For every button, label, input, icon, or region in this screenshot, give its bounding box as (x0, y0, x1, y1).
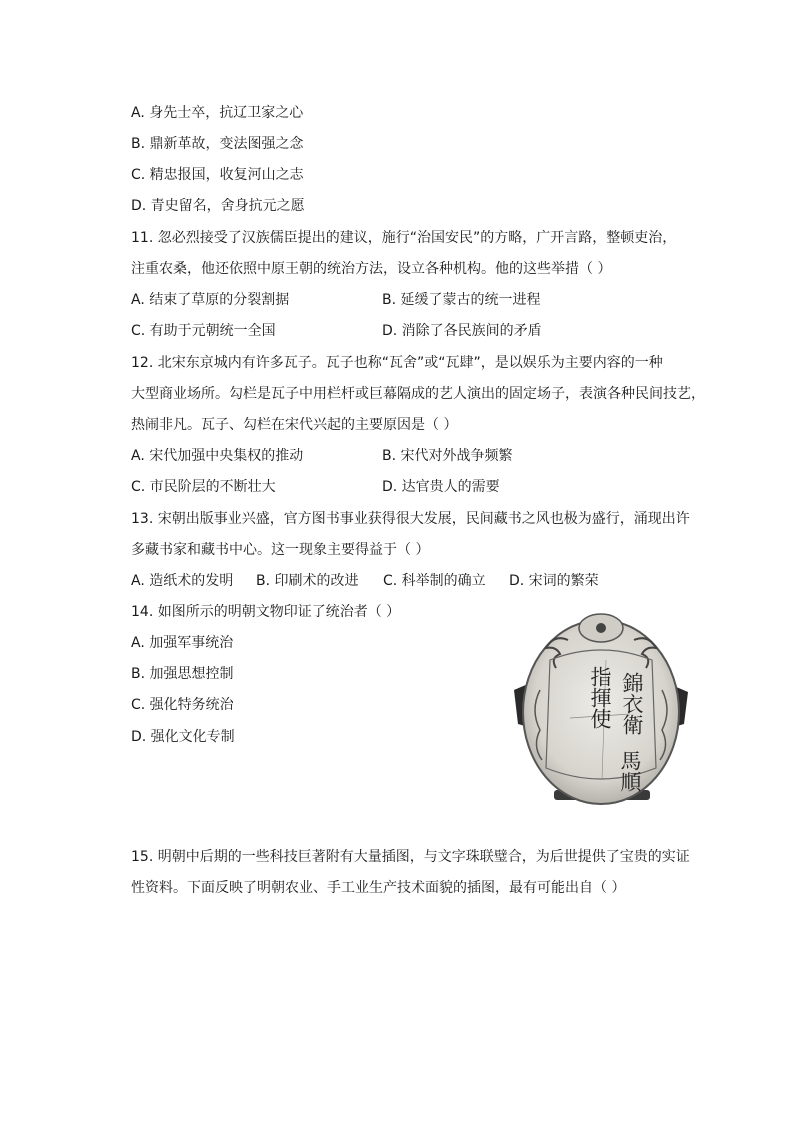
q14-option-c[interactable]: C. 强化特务统治 (131, 697, 234, 713)
q11-option-b[interactable]: B. 延缓了蒙古的统一进程 (382, 292, 541, 308)
seal-text-col2: 指揮使 (588, 666, 612, 729)
q12-stem-line1: 12. 北宋东京城内有许多瓦子。瓦子也称“瓦舍”或“瓦肆”，是以娱乐为主要内容的一种 (131, 355, 663, 371)
q14-option-b[interactable]: B. 加强思想控制 (131, 666, 234, 682)
q14-option-a[interactable]: A. 加强军事统治 (131, 635, 234, 651)
q12-stem-line3: 热闹非凡。瓦子、勾栏在宋代兴起的主要原因是（ ） (131, 417, 458, 433)
q13-option-d[interactable]: D. 宋词的繁荣 (509, 573, 599, 589)
q12-option-b[interactable]: B. 宋代对外战争频繁 (382, 448, 513, 464)
q13-stem-line1: 13. 宋朝出版事业兴盛，官方图书事业获得很大发展，民间藏书之风也极为盛行，涌现出许 (131, 511, 690, 527)
q11-stem-line1: 11. 忽必烈接受了汉族儒臣提出的建议，施行“治国安民”的方略，广开言路，整顿吏治， (131, 230, 677, 246)
ming-waist-token-image (510, 600, 692, 810)
q12-option-a[interactable]: A. 宋代加强中央集权的推动 (131, 448, 304, 464)
q10-option-a[interactable]: A. 身先士卒，抗辽卫家之心 (131, 105, 304, 121)
q10-option-d[interactable]: D. 青史留名，舍身抗元之愿 (131, 198, 305, 214)
q12-option-c[interactable]: C. 市民阶层的不断壮大 (131, 479, 276, 495)
q13-option-a[interactable]: A. 造纸术的发明 (131, 573, 234, 589)
q13-option-c[interactable]: C. 科举制的确立 (383, 573, 486, 589)
q12-stem-line2: 大型商业场所。勾栏是瓦子中用栏杆或巨幕隔成的艺人演出的固定场子，表演各种民间技艺， (131, 386, 705, 402)
q12-option-d[interactable]: D. 达官贵人的需要 (382, 479, 500, 495)
q11-stem-line2: 注重农桑，他还依照中原王朝的统治方法，设立各种机构。他的这些举措（ ） (131, 261, 612, 277)
seal-text-col1: 錦衣衛 (620, 672, 644, 735)
q14-option-d[interactable]: D. 强化文化专制 (131, 729, 235, 745)
q10-option-c[interactable]: C. 精忠报国，收复河山之志 (131, 167, 304, 183)
seal-text-col3: 馬順 (618, 750, 642, 792)
q13-stem-line2: 多藏书家和藏书中心。这一现象主要得益于（ ） (131, 542, 430, 558)
q11-option-c[interactable]: C. 有助于元朝统一全国 (131, 323, 276, 339)
q13-option-b[interactable]: B. 印刷术的改进 (256, 573, 359, 589)
q12-options (131, 447, 631, 497)
q11-option-d[interactable]: D. 消除了各民族间的矛盾 (382, 323, 542, 339)
q15-stem-line1: 15. 明朝中后期的一些科技巨著附有大量插图，与文字珠联璧合，为后世提供了宝贵的实证 (131, 849, 690, 865)
q11-option-a[interactable]: A. 结束了草原的分裂割据 (131, 292, 290, 308)
q10-option-b[interactable]: B. 鼎新革故，变法图强之念 (131, 136, 304, 152)
q14-stem: 14. 如图所示的明朝文物印证了统治者（ ） (131, 604, 401, 620)
q13-options (131, 572, 611, 592)
q11-options (131, 291, 631, 341)
q15-stem-line2: 性资料。下面反映了明朝农业、手工业生产技术面貌的插图，最有可能出自（ ） (131, 880, 626, 896)
